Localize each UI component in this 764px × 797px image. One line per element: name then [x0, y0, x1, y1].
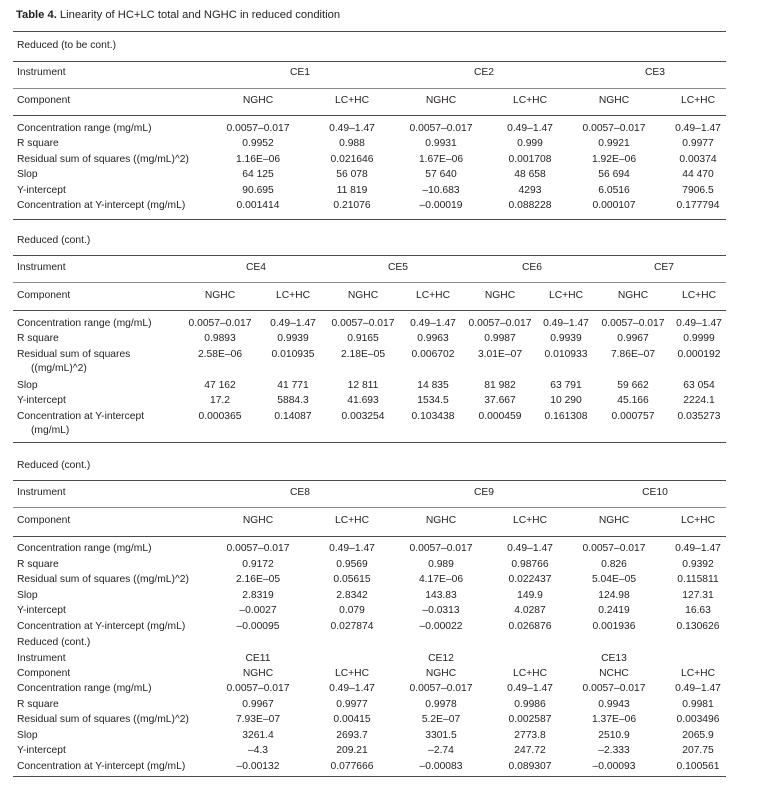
- table-cell: 149.9: [517, 590, 543, 601]
- table-cell: 0.05615: [333, 574, 371, 585]
- section-top-rule: [13, 61, 726, 62]
- table-cell: 0.49–1.47: [507, 683, 553, 694]
- table-cell: 207.75: [682, 745, 714, 756]
- table-cell: 0.49–1.47: [329, 683, 375, 694]
- component-name: LC+HC: [334, 515, 370, 526]
- slop-label: Slop: [17, 730, 38, 741]
- table-cell: 0.035273: [677, 411, 721, 422]
- table-cell: 0.0057–0.017: [409, 543, 473, 554]
- table-cell: 4.17E–06: [418, 574, 464, 585]
- instrument-name: CE2: [473, 67, 495, 78]
- table-cell: 0.077666: [330, 761, 374, 772]
- table-cell: 0.9893: [204, 333, 236, 344]
- section-title: Reduced (cont.): [17, 235, 91, 246]
- table-cell: 0.000365: [198, 411, 242, 422]
- table-cell: 59 662: [617, 380, 649, 391]
- table-cell: 0.0057–0.017: [601, 318, 665, 329]
- component-name: LC+HC: [680, 95, 716, 106]
- y-intercept-label: Y-intercept: [17, 395, 66, 406]
- table-cell: 3301.5: [425, 730, 457, 741]
- table-cell: –2.74: [428, 745, 454, 756]
- table-caption-label: Table 4.: [16, 9, 57, 21]
- table-cell: 41 771: [277, 380, 309, 391]
- instrument-name: CE13: [601, 653, 627, 664]
- conc-at-y-intercept-label: Concentration at Y-intercept: [17, 411, 145, 422]
- table-cell: 64 125: [242, 169, 274, 180]
- table-cell: 0.9392: [682, 559, 714, 570]
- table-cell: 0.2419: [598, 605, 630, 616]
- table-cell: 0.00415: [333, 714, 371, 725]
- table-cell: 1.16E–06: [235, 154, 281, 165]
- instrument-name: CE1: [289, 67, 311, 78]
- table-cell: 7.93E–07: [235, 714, 281, 725]
- table-cell: 4293: [518, 185, 542, 196]
- table-cell: 5.2E–07: [421, 714, 461, 725]
- instrument-name: CE8: [289, 487, 311, 498]
- table-cell: 0.079: [339, 605, 365, 616]
- table-cell: 10 290: [550, 395, 582, 406]
- table-cell: 0.0057–0.017: [188, 318, 252, 329]
- table-cell: 0.0057–0.017: [582, 123, 646, 134]
- r-square-label: R square: [17, 559, 59, 570]
- table-cell: 0.9921: [598, 138, 630, 149]
- table-cell: 41.693: [347, 395, 379, 406]
- instrument-rule: [13, 88, 726, 89]
- component-label: Component: [17, 290, 71, 301]
- table-cell: 0.9977: [682, 138, 714, 149]
- component-name: NGHC: [425, 95, 457, 106]
- table-cell: 0.9943: [598, 699, 630, 710]
- table-cell: 0.21076: [333, 200, 371, 211]
- table-cell: 16.63: [685, 605, 711, 616]
- table-cell: 0.9931: [425, 138, 457, 149]
- table-cell: 2773.8: [514, 730, 546, 741]
- table-cell: 0.999: [517, 138, 543, 149]
- table-cell: 0.9165: [347, 333, 379, 344]
- table-cell: 0.003496: [676, 714, 720, 725]
- section-title: Reduced (cont.): [17, 460, 91, 471]
- r-square-label: R square: [17, 699, 59, 710]
- slop-label: Slop: [17, 380, 38, 391]
- component-name: LC+HC: [415, 290, 451, 301]
- y-intercept-label: Y-intercept: [17, 605, 66, 616]
- table-cell: 0.0057–0.017: [226, 683, 290, 694]
- table-cell: 0.027874: [330, 621, 374, 632]
- table-cell: –0.00019: [419, 200, 463, 211]
- table-cell: 0.989: [428, 559, 454, 570]
- instrument-name: CE12: [428, 653, 454, 664]
- table-cell: 1534.5: [417, 395, 449, 406]
- instrument-rule: [13, 507, 726, 508]
- table-cell: 0.9952: [242, 138, 274, 149]
- table-cell: 47 162: [204, 380, 236, 391]
- table-caption: [16, 9, 340, 21]
- table-cell: 0.103438: [411, 411, 455, 422]
- table-cell: –0.00093: [592, 761, 636, 772]
- table-cell: 247.72: [514, 745, 546, 756]
- instrument-label: Instrument: [17, 67, 66, 78]
- section-bottom-rule: [13, 442, 726, 443]
- table-cell: 0.000757: [611, 411, 655, 422]
- component-name: NGHC: [347, 290, 379, 301]
- table-cell: 0.001414: [236, 200, 280, 211]
- table-cell: 2693.7: [336, 730, 368, 741]
- table-cell: 209.21: [336, 745, 368, 756]
- table-cell: 63 054: [683, 380, 715, 391]
- section-top-rule: [13, 480, 726, 481]
- table-cell: 0.006702: [411, 349, 455, 360]
- residual-ss-label: Residual sum of squares ((mg/mL)^2): [17, 154, 189, 165]
- component-name: LC+HC: [680, 515, 716, 526]
- component-name: NGHC: [617, 290, 649, 301]
- instrument-label: Instrument: [17, 653, 66, 664]
- component-name: NGHC: [204, 290, 236, 301]
- table-cell: –0.00095: [236, 621, 280, 632]
- table-cell: 0.49–1.47: [675, 543, 721, 554]
- table-cell: 0.49–1.47: [329, 123, 375, 134]
- table-cell: 0.010935: [271, 349, 315, 360]
- component-name: LC+HC: [548, 290, 584, 301]
- table-cell: 0.9999: [683, 333, 715, 344]
- table-cell: 4.0287: [514, 605, 546, 616]
- table-cell: 5884.3: [277, 395, 309, 406]
- table-cell: 0.988: [339, 138, 365, 149]
- table-cell: 56 694: [598, 169, 630, 180]
- table-cell: 0.49–1.47: [675, 123, 721, 134]
- y-intercept-label: Y-intercept: [17, 185, 66, 196]
- table-cell: –4.3: [247, 745, 269, 756]
- table-cell: 3.01E–07: [477, 349, 523, 360]
- table-cell: 7.86E–07: [610, 349, 656, 360]
- conc-at-y-intercept-label-cont: (mg/mL): [31, 425, 70, 436]
- slop-label: Slop: [17, 169, 38, 180]
- table-cell: 14 835: [417, 380, 449, 391]
- conc-range-label: Concentration range (mg/mL): [17, 123, 152, 134]
- table-cell: 0.000192: [677, 349, 721, 360]
- section-title: Reduced (to be cont.): [17, 40, 117, 51]
- instrument-name: CE4: [245, 262, 267, 273]
- table-cell: 0.49–1.47: [507, 123, 553, 134]
- component-label: Component: [17, 95, 71, 106]
- table-cell: 0.9963: [417, 333, 449, 344]
- component-name: LC+HC: [512, 95, 548, 106]
- table-cell: 37.667: [484, 395, 516, 406]
- table-cell: 0.0057–0.017: [409, 683, 473, 694]
- instrument-name: CE5: [387, 262, 409, 273]
- table-cell: 0.9977: [336, 699, 368, 710]
- component-name: LC+HC: [334, 668, 370, 679]
- table-cell: 143.83: [425, 590, 457, 601]
- table-cell: 0.000459: [478, 411, 522, 422]
- table-cell: 7906.5: [682, 185, 714, 196]
- component-name: LC+HC: [275, 290, 311, 301]
- table-cell: –0.0027: [239, 605, 277, 616]
- component-name: NGHC: [242, 515, 274, 526]
- table-cell: 0.49–1.47: [329, 543, 375, 554]
- component-label: Component: [17, 668, 71, 679]
- residual-ss-label-cont: ((mg/mL)^2): [31, 363, 87, 374]
- table-cell: 0.021646: [330, 154, 374, 165]
- table-cell: 0.161308: [544, 411, 588, 422]
- instrument-name: CE3: [644, 67, 666, 78]
- instrument-label: Instrument: [17, 262, 66, 273]
- component-name: LC+HC: [334, 95, 370, 106]
- table-cell: 0.9967: [617, 333, 649, 344]
- table-cell: 56 078: [336, 169, 368, 180]
- table-cell: 2065.9: [682, 730, 714, 741]
- table-cell: 0.00374: [679, 154, 717, 165]
- component-name: NGHC: [598, 515, 630, 526]
- conc-at-y-intercept-label: Concentration at Y-intercept (mg/mL): [17, 200, 186, 211]
- table-cell: 0.0057–0.017: [226, 543, 290, 554]
- table-cell: 2.8319: [242, 590, 274, 601]
- table-cell: –0.00083: [419, 761, 463, 772]
- table-cell: 0.010933: [544, 349, 588, 360]
- component-name: NGHC: [242, 95, 274, 106]
- table-cell: 57 640: [425, 169, 457, 180]
- table-cell: 0.100561: [676, 761, 720, 772]
- section-title: Reduced (cont.): [17, 637, 91, 648]
- table-cell: 0.49–1.47: [410, 318, 456, 329]
- table-cell: 2224.1: [683, 395, 715, 406]
- y-intercept-label: Y-intercept: [17, 745, 66, 756]
- table-cell: –10.683: [422, 185, 460, 196]
- header-bottom-rule: [13, 115, 726, 116]
- table-cell: 17.2: [209, 395, 231, 406]
- table-cell: 0.0057–0.017: [226, 123, 290, 134]
- section-top-rule: [13, 255, 726, 256]
- table-cell: 0.0057–0.017: [582, 683, 646, 694]
- table-cell: 0.130626: [676, 621, 720, 632]
- component-name: LC+HC: [512, 515, 548, 526]
- residual-ss-label: Residual sum of squares ((mg/mL)^2): [17, 714, 189, 725]
- residual-ss-label: Residual sum of squares ((mg/mL)^2): [17, 574, 189, 585]
- table-cell: 2.16E–05: [235, 574, 281, 585]
- instrument-name: CE11: [245, 653, 271, 664]
- table-cell: 1.67E–06: [418, 154, 464, 165]
- table-cell: 0.49–1.47: [507, 543, 553, 554]
- table-cell: –2.333: [598, 745, 630, 756]
- table-cell: 0.002587: [508, 714, 552, 725]
- instrument-rule: [13, 282, 726, 283]
- table-cell: 48 658: [514, 169, 546, 180]
- component-name: LC+HC: [680, 668, 716, 679]
- table-cell: 0.9978: [425, 699, 457, 710]
- section-bottom-rule: [13, 776, 726, 777]
- conc-range-label: Concentration range (mg/mL): [17, 543, 152, 554]
- caption-rule: [13, 31, 726, 32]
- table-cell: 0.026876: [508, 621, 552, 632]
- table-cell: 11 819: [336, 185, 368, 196]
- instrument-label: Instrument: [17, 487, 66, 498]
- r-square-label: R square: [17, 138, 59, 149]
- component-name: NGHC: [242, 668, 274, 679]
- table-cell: 0.003254: [341, 411, 385, 422]
- table-cell: 12 811: [347, 380, 379, 391]
- component-name: NGHC: [425, 515, 457, 526]
- instrument-name: CE7: [653, 262, 675, 273]
- component-name: LC+HC: [512, 668, 548, 679]
- table-cell: 44 470: [682, 169, 714, 180]
- table-cell: 0.49–1.47: [543, 318, 589, 329]
- table-cell: 0.0057–0.017: [582, 543, 646, 554]
- table-cell: 2510.9: [598, 730, 630, 741]
- table-cell: 63 791: [550, 380, 582, 391]
- r-square-label: R square: [17, 333, 59, 344]
- table-cell: 2.8342: [336, 590, 368, 601]
- table-cell: 0.9967: [242, 699, 274, 710]
- conc-range-label: Concentration range (mg/mL): [17, 318, 152, 329]
- residual-ss-label: Residual sum of squares: [17, 349, 131, 360]
- table-cell: –0.00132: [236, 761, 280, 772]
- table-cell: 0.9569: [336, 559, 368, 570]
- table-cell: 45.166: [617, 395, 649, 406]
- section-bottom-rule: [13, 219, 726, 220]
- table-cell: 0.001708: [508, 154, 552, 165]
- table-cell: 0.0057–0.017: [468, 318, 532, 329]
- component-name: NCHC: [599, 668, 629, 679]
- table-cell: 90.695: [242, 185, 274, 196]
- instrument-name: CE10: [642, 487, 668, 498]
- table-cell: 2.58E–06: [197, 349, 243, 360]
- table-cell: 0.088228: [508, 200, 552, 211]
- table-cell: 0.0057–0.017: [331, 318, 395, 329]
- table-cell: 0.9981: [682, 699, 714, 710]
- table-cell: 0.98766: [511, 559, 549, 570]
- slop-label: Slop: [17, 590, 38, 601]
- table-cell: 3261.4: [242, 730, 274, 741]
- table-cell: 0.115811: [677, 574, 719, 585]
- header-bottom-rule: [13, 536, 726, 537]
- table-cell: 0.089307: [508, 761, 552, 772]
- table-cell: 0.9172: [242, 559, 274, 570]
- component-name: NGHC: [598, 95, 630, 106]
- table-cell: 127.31: [682, 590, 714, 601]
- table-cell: 0.49–1.47: [675, 683, 721, 694]
- table-cell: 1.37E–06: [591, 714, 637, 725]
- table-cell: 0.001936: [592, 621, 636, 632]
- table-cell: 0.177794: [676, 200, 720, 211]
- table-caption-text: Linearity of HC+LC total and NGHC in reduced condition: [56, 9, 341, 21]
- table-cell: 0.9987: [484, 333, 516, 344]
- component-name: NGHC: [484, 290, 516, 301]
- table-cell: 81 982: [484, 380, 516, 391]
- conc-range-label: Concentration range (mg/mL): [17, 683, 152, 694]
- table-cell: 0.9986: [514, 699, 546, 710]
- table-cell: 6.0516: [598, 185, 630, 196]
- table-cell: 0.000107: [592, 200, 636, 211]
- table-cell: 0.14087: [274, 411, 312, 422]
- table-cell: 5.04E–05: [591, 574, 637, 585]
- conc-at-y-intercept-label: Concentration at Y-intercept (mg/mL): [17, 761, 186, 772]
- table-cell: 0.49–1.47: [270, 318, 316, 329]
- component-name: NGHC: [425, 668, 457, 679]
- table-cell: 0.9939: [277, 333, 309, 344]
- table-cell: 0.9939: [550, 333, 582, 344]
- table-cell: 2.18E–05: [340, 349, 386, 360]
- table-cell: 0.022437: [508, 574, 552, 585]
- table-cell: 0.0057–0.017: [409, 123, 473, 134]
- table-cell: 0.826: [601, 559, 627, 570]
- component-name: LC+HC: [681, 290, 717, 301]
- instrument-name: CE6: [521, 262, 543, 273]
- table-cell: 1.92E–06: [591, 154, 637, 165]
- table-cell: –0.00022: [419, 621, 463, 632]
- header-bottom-rule: [13, 310, 726, 311]
- component-label: Component: [17, 515, 71, 526]
- table-cell: –0.0313: [422, 605, 460, 616]
- table-cell: 124.98: [598, 590, 630, 601]
- conc-at-y-intercept-label: Concentration at Y-intercept (mg/mL): [17, 621, 186, 632]
- table-cell: 0.49–1.47: [676, 318, 722, 329]
- instrument-name: CE9: [473, 487, 495, 498]
